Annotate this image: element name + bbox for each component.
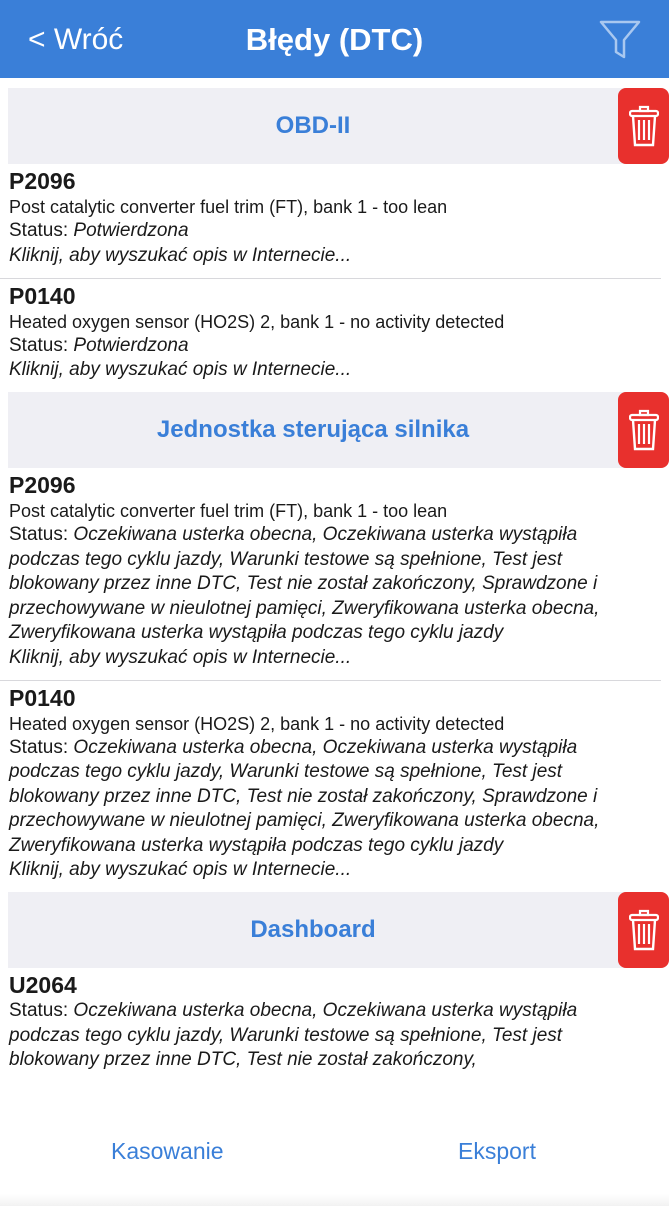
delete-section-button[interactable] bbox=[618, 88, 669, 164]
delete-section-button[interactable] bbox=[618, 892, 669, 968]
filter-button[interactable] bbox=[598, 18, 642, 62]
dtc-item[interactable] bbox=[0, 164, 661, 279]
status-prefix: Status: bbox=[9, 334, 74, 356]
dtc-description: Heated oxygen sensor (HO2S) 2, bank 1 - no activity detected bbox=[9, 713, 505, 734]
delete-section-button[interactable] bbox=[618, 392, 669, 468]
search-online-link[interactable]: Kliknij, aby wyszukać opis w Internecie... bbox=[9, 646, 352, 668]
section-header bbox=[8, 892, 661, 968]
dtc-code: P0140 bbox=[9, 684, 76, 711]
page-title: Błędy (DTC) bbox=[245, 22, 424, 57]
dtc-code: U2064 bbox=[9, 972, 77, 998]
status-prefix: Status: bbox=[9, 736, 74, 758]
dtc-description: Post catalytic converter fuel trim (FT), bank 1 - too lean bbox=[9, 197, 448, 217]
export-button[interactable]: Eksport bbox=[458, 1138, 536, 1164]
top-spacer bbox=[0, 78, 669, 88]
section-title[interactable]: Dashboard bbox=[250, 916, 376, 943]
status-value: Potwierdzona bbox=[73, 334, 189, 356]
dtc-item[interactable] bbox=[0, 279, 661, 393]
dtc-code: P0140 bbox=[9, 282, 76, 309]
filter-icon bbox=[598, 18, 642, 62]
section-title[interactable]: OBD-II bbox=[275, 112, 351, 139]
search-online-link[interactable]: Kliknij, aby wyszukać opis w Internecie... bbox=[9, 359, 352, 380]
section-header bbox=[8, 392, 661, 468]
section-dashboard bbox=[0, 892, 669, 1083]
dtc-status bbox=[9, 999, 653, 1073]
trash-icon bbox=[629, 408, 659, 452]
dtc-status bbox=[9, 523, 653, 646]
status-value: Oczekiwana usterka obecna, Oczekiwana usterka wystąpiła podczas tego cyklu jazdy, Warunki testowe są spełnione, Test jest blokowany przez inne DTC, Test nie został zakończony, Sprawdzone i przechowywane w nieulotnej pamięci, Zweryfikowana usterka obecna, Zweryfikowana usterka wystąpiła podczas tego cyklu jazdy bbox=[9, 524, 600, 643]
dtc-status bbox=[9, 334, 653, 359]
dtc-code: P2096 bbox=[9, 472, 76, 498]
trash-icon bbox=[629, 908, 659, 952]
home-indicator-area bbox=[0, 1194, 669, 1206]
bottom-toolbar bbox=[0, 1094, 669, 1206]
status-value: Oczekiwana usterka obecna, Oczekiwana usterka wystąpiła podczas tego cyklu jazdy, Warunki testowe są spełnione, Test jest blokowany przez inne DTC, Test nie został zakończony, Sprawdzone i przechowywane w nieulotnej pamięci, Zweryfikowana usterka obecna, Zweryfikowana usterka wystąpiła podczas tego cyklu jazdy bbox=[9, 736, 600, 856]
navigation-bar bbox=[0, 0, 669, 78]
dtc-code: P2096 bbox=[9, 168, 76, 194]
dtc-list[interactable] bbox=[0, 78, 669, 1094]
status-prefix: Status: bbox=[9, 220, 74, 241]
dtc-item[interactable] bbox=[0, 681, 661, 893]
status-value: Oczekiwana usterka obecna, Oczekiwana usterka wystąpiła podczas tego cyklu jazdy, Warunki testowe są spełnione, Test jest blokowany przez inne DTC, Test nie został zakończony, bbox=[9, 1000, 578, 1070]
dtc-item[interactable] bbox=[0, 968, 661, 1083]
section-engine-ecu bbox=[0, 392, 669, 892]
trash-icon bbox=[629, 104, 659, 148]
dtc-description: Heated oxygen sensor (HO2S) 2, bank 1 - no activity detected bbox=[9, 311, 505, 332]
status-prefix: Status: bbox=[9, 1000, 74, 1021]
clear-codes-button[interactable]: Kasowanie bbox=[111, 1138, 224, 1164]
dtc-description: Post catalytic converter fuel trim (FT), bank 1 - too lean bbox=[9, 501, 448, 521]
search-online-link[interactable]: Kliknij, aby wyszukać opis w Internecie... bbox=[9, 859, 352, 880]
section-title[interactable]: Jednostka sterująca silnika bbox=[156, 416, 470, 443]
section-obd2 bbox=[0, 88, 669, 392]
search-online-link[interactable]: Kliknij, aby wyszukać opis w Internecie... bbox=[9, 244, 352, 266]
back-button[interactable]: < Wróć bbox=[28, 23, 124, 56]
dtc-item[interactable] bbox=[0, 468, 661, 681]
dtc-status bbox=[9, 219, 653, 244]
status-prefix: Status: bbox=[9, 524, 74, 545]
dtc-status bbox=[9, 736, 653, 859]
section-header bbox=[8, 88, 661, 164]
status-value: Potwierdzona bbox=[73, 220, 189, 241]
